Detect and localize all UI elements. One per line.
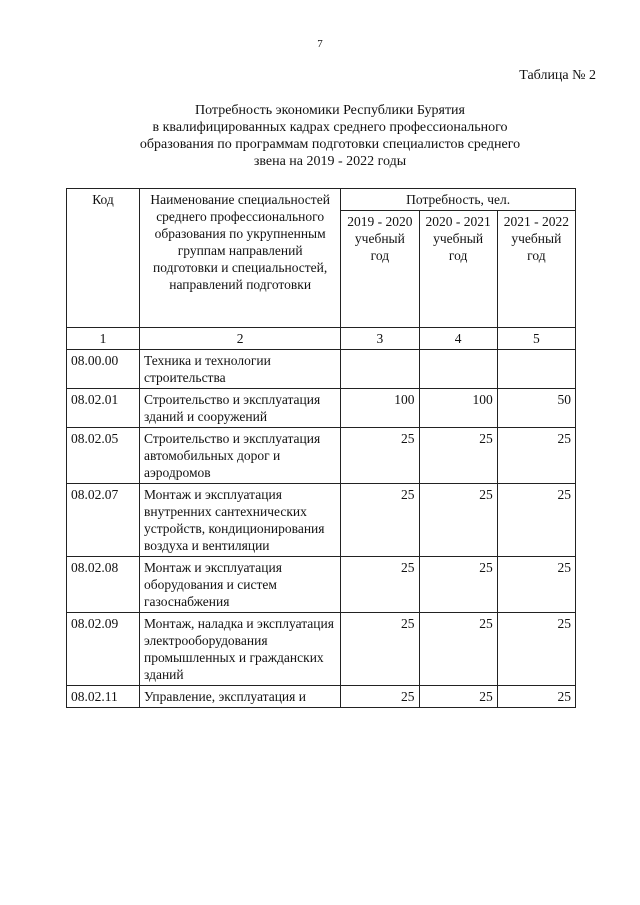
- row-value-2020: 25: [419, 686, 497, 708]
- row-value-2020: 100: [419, 389, 497, 428]
- row-value-2021: 25: [497, 484, 575, 557]
- row-name: Монтаж и эксплуатация внутренних сантехнических устройств, кондиционирования воздуха и вентиляции: [140, 484, 341, 557]
- row-code: 08.02.11: [67, 686, 140, 708]
- table-row: [67, 686, 576, 708]
- row-value-2019: 25: [341, 484, 419, 557]
- row-name: Управление, эксплуатация и: [140, 686, 341, 708]
- title-line: звена на 2019 - 2022 годы: [253, 154, 407, 169]
- row-name: Монтаж и эксплуатация оборудования и систем газоснабжения: [140, 557, 341, 613]
- row-code: 08.00.00: [67, 350, 140, 389]
- row-value-2019: 100: [341, 389, 419, 428]
- column-number: 4: [419, 328, 497, 350]
- row-code: 08.02.05: [67, 428, 140, 484]
- header-year-2: 2020 - 2021 учебный год: [419, 211, 497, 328]
- table-row: [67, 557, 576, 613]
- row-name: Строительство и эксплуатация зданий и сооружений: [140, 389, 341, 428]
- row-name: Монтаж, наладка и эксплуатация электрооборудования промышленных и гражданских зданий: [140, 613, 341, 686]
- row-value-2019: [341, 350, 419, 389]
- column-number: 5: [497, 328, 575, 350]
- row-name: Строительство и эксплуатация автомобильных дорог и аэродромов: [140, 428, 341, 484]
- table-row: [67, 428, 576, 484]
- header-demand: Потребность, чел.: [341, 189, 576, 211]
- title-line: образования по программам подготовки специалистов среднего: [139, 137, 521, 152]
- row-code: 08.02.07: [67, 484, 140, 557]
- column-number: 2: [140, 328, 341, 350]
- row-value-2021: 50: [497, 389, 575, 428]
- row-value-2021: [497, 350, 575, 389]
- row-value-2020: 25: [419, 613, 497, 686]
- column-number: 1: [67, 328, 140, 350]
- row-value-2020: 25: [419, 484, 497, 557]
- row-code: 08.02.01: [67, 389, 140, 428]
- column-number-row: [67, 328, 576, 350]
- row-value-2019: 25: [341, 686, 419, 708]
- row-value-2020: 25: [419, 428, 497, 484]
- row-value-2019: 25: [341, 428, 419, 484]
- row-value-2019: 25: [341, 557, 419, 613]
- document-title: [120, 102, 540, 170]
- header-specialty-name: Наименование специальностей среднего профессионального образования по укрупненным группам направлений подготовки и специальностей, направлений подготовки: [140, 189, 341, 328]
- table-row: [67, 613, 576, 686]
- row-value-2020: [419, 350, 497, 389]
- header-year-3: 2021 - 2022 учебный год: [497, 211, 575, 328]
- row-value-2019: 25: [341, 613, 419, 686]
- row-name: Техника и технологии строительства: [140, 350, 341, 389]
- title-line: в квалифицированных кадрах среднего профессионального: [152, 120, 508, 135]
- table-label: Таблица № 2: [519, 68, 596, 83]
- demand-table: [66, 188, 576, 708]
- row-value-2021: 25: [497, 613, 575, 686]
- row-value-2021: 25: [497, 686, 575, 708]
- title-line: Потребность экономики Республики Бурятия: [195, 103, 465, 118]
- row-code: 08.02.09: [67, 613, 140, 686]
- row-code: 08.02.08: [67, 557, 140, 613]
- table-row: [67, 350, 576, 389]
- table-row: [67, 389, 576, 428]
- row-value-2020: 25: [419, 557, 497, 613]
- header-year-1: 2019 - 2020 учебный год: [341, 211, 419, 328]
- table-row: [67, 484, 576, 557]
- page-number: 7: [317, 38, 323, 50]
- header-code: Код: [67, 189, 140, 328]
- row-value-2021: 25: [497, 557, 575, 613]
- row-value-2021: 25: [497, 428, 575, 484]
- column-number: 3: [341, 328, 419, 350]
